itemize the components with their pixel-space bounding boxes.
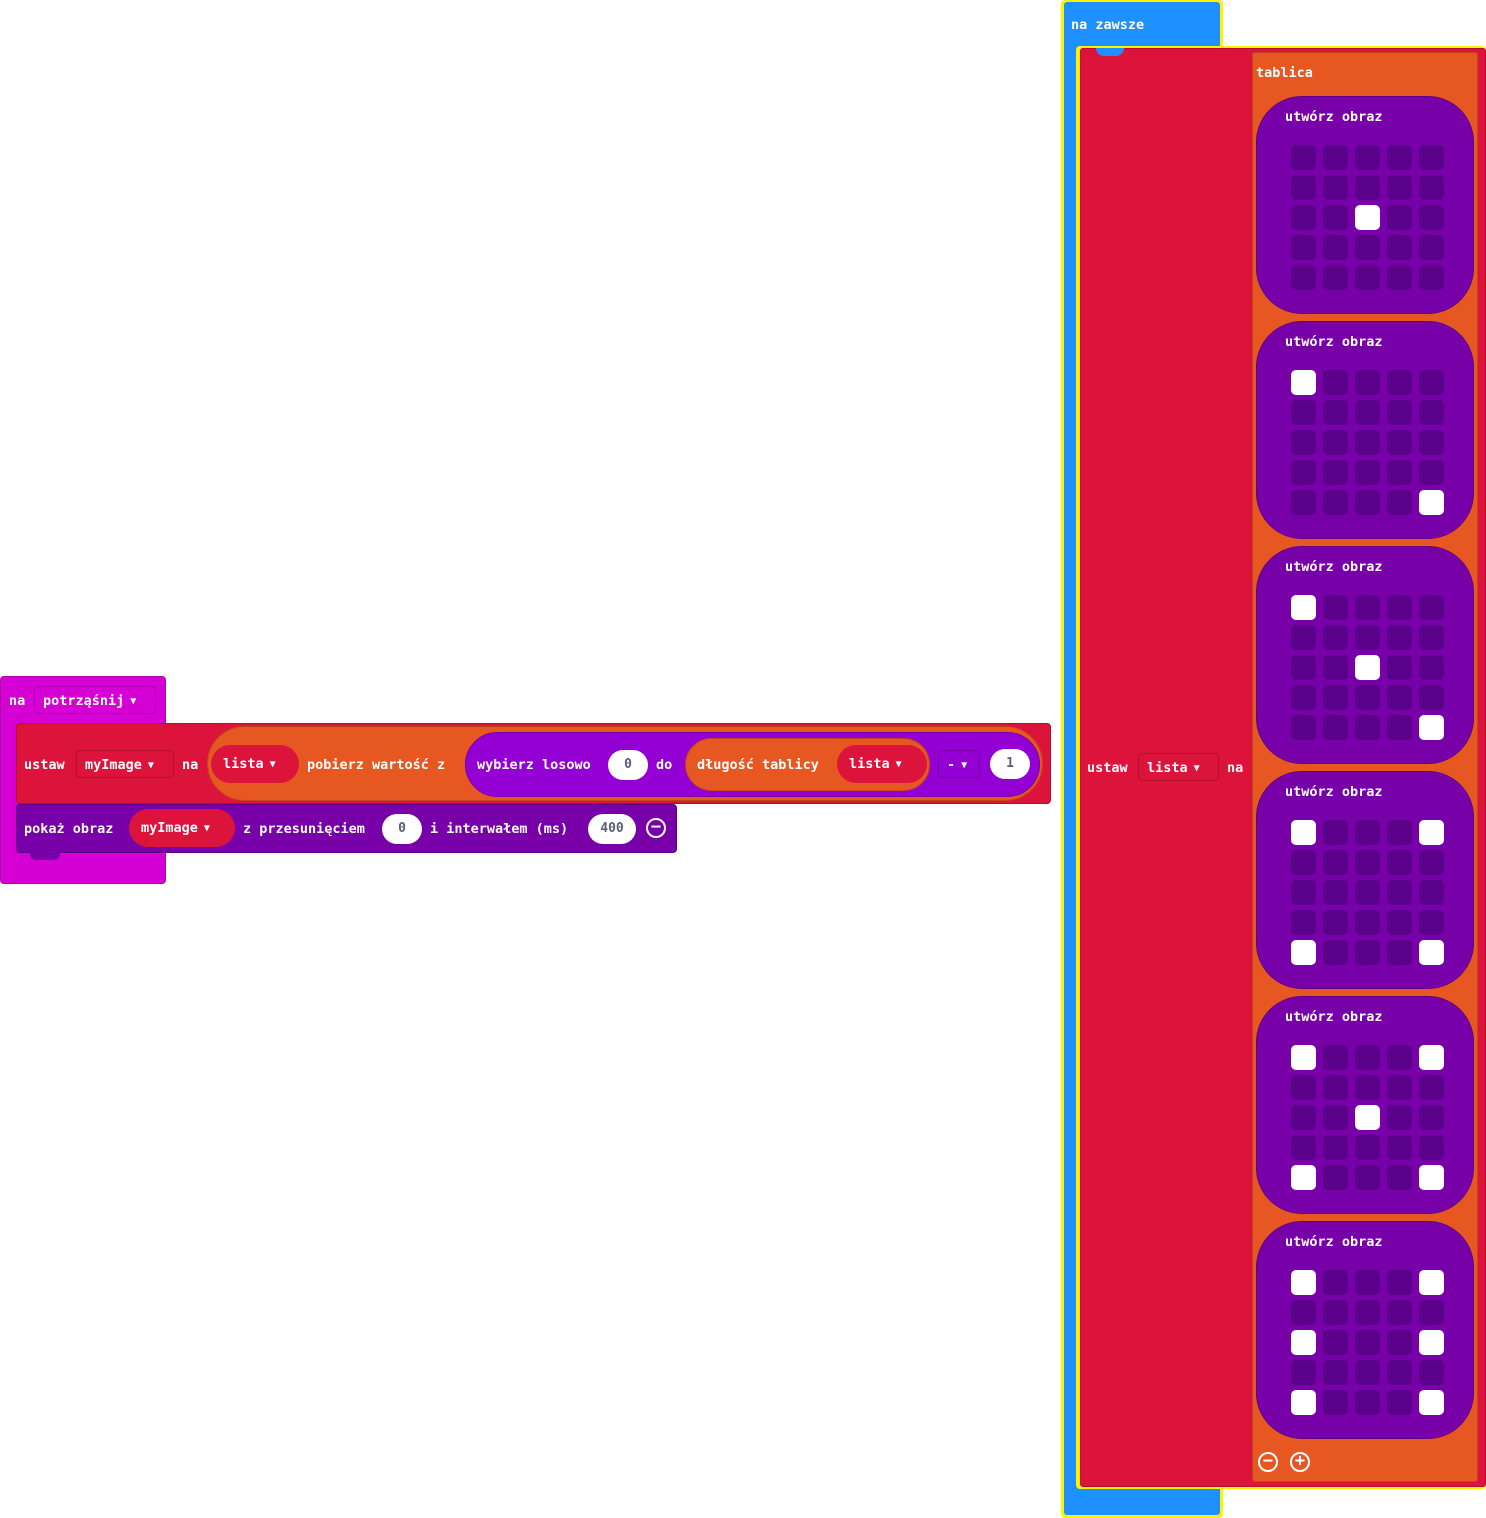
offset-input[interactable]: 0 xyxy=(382,814,422,844)
led-cell[interactable] xyxy=(1291,205,1316,230)
led-cell[interactable] xyxy=(1355,940,1380,965)
on-shake-label: na xyxy=(9,693,26,709)
set-lista-label: ustaw xyxy=(1087,760,1128,776)
led-cell[interactable] xyxy=(1419,715,1444,740)
led-cell[interactable] xyxy=(1323,685,1348,710)
gesture-dropdown[interactable] xyxy=(34,686,156,714)
gesture-value: potrząśnij xyxy=(43,693,125,709)
pick-random-label: wybierz losowo xyxy=(477,757,591,773)
led-cell[interactable] xyxy=(1355,655,1380,680)
led-cell[interactable] xyxy=(1419,1105,1444,1130)
led-cell[interactable] xyxy=(1387,625,1412,650)
led-cell[interactable] xyxy=(1291,1165,1316,1190)
create-image-block[interactable] xyxy=(1256,546,1474,764)
led-cell[interactable] xyxy=(1419,940,1444,965)
led-cell[interactable] xyxy=(1419,910,1444,935)
led-cell[interactable] xyxy=(1419,1330,1444,1355)
to-label: na xyxy=(182,757,199,773)
led-cell[interactable] xyxy=(1323,1075,1348,1100)
led-cell[interactable] xyxy=(1387,1045,1412,1070)
plus-circle-icon[interactable]: + xyxy=(1290,1452,1310,1472)
minus-circle-icon[interactable]: − xyxy=(1258,1452,1278,1472)
led-cell[interactable] xyxy=(1355,910,1380,935)
myimage-reporter-value: myImage xyxy=(141,820,198,836)
led-cell[interactable] xyxy=(1323,1105,1348,1130)
lista-value: lista xyxy=(223,756,264,772)
led-cell[interactable] xyxy=(1387,430,1412,455)
led-cell[interactable] xyxy=(1355,460,1380,485)
led-cell[interactable] xyxy=(1291,1105,1316,1130)
led-cell[interactable] xyxy=(1419,400,1444,425)
led-cell[interactable] xyxy=(1355,685,1380,710)
led-cell[interactable] xyxy=(1419,490,1444,515)
lista-length-value: lista xyxy=(849,756,890,772)
led-cell[interactable] xyxy=(1291,235,1316,260)
led-cell[interactable] xyxy=(1355,820,1380,845)
led-cell[interactable] xyxy=(1419,370,1444,395)
led-cell[interactable] xyxy=(1291,595,1316,620)
led-cell[interactable] xyxy=(1323,145,1348,170)
led-cell[interactable] xyxy=(1387,940,1412,965)
led-cell[interactable] xyxy=(1323,625,1348,650)
create-image-label: utwórz obraz xyxy=(1285,109,1383,125)
led-cell[interactable] xyxy=(1355,145,1380,170)
led-cell[interactable] xyxy=(1291,400,1316,425)
led-cell[interactable] xyxy=(1323,490,1348,515)
create-image-label: utwórz obraz xyxy=(1285,1009,1383,1025)
chevron-down-icon: ▼ xyxy=(130,696,137,707)
led-cell[interactable] xyxy=(1323,1300,1348,1325)
led-cell[interactable] xyxy=(1291,145,1316,170)
led-cell[interactable] xyxy=(1355,715,1380,740)
create-image-label: utwórz obraz xyxy=(1285,334,1383,350)
led-cell[interactable] xyxy=(1355,400,1380,425)
led-cell[interactable] xyxy=(1291,1300,1316,1325)
operator-dropdown[interactable] xyxy=(938,750,980,778)
led-cell[interactable] xyxy=(1355,1360,1380,1385)
led-cell[interactable] xyxy=(1419,145,1444,170)
led-cell[interactable] xyxy=(1419,175,1444,200)
operator-value: - xyxy=(947,757,956,773)
led-cell[interactable] xyxy=(1355,430,1380,455)
led-cell[interactable] xyxy=(1291,910,1316,935)
led-cell[interactable] xyxy=(1291,625,1316,650)
array-label: tablica xyxy=(1256,65,1313,81)
led-cell[interactable] xyxy=(1323,595,1348,620)
led-cell[interactable] xyxy=(1291,820,1316,845)
led-cell[interactable] xyxy=(1355,235,1380,260)
led-cell[interactable] xyxy=(1387,145,1412,170)
led-cell[interactable] xyxy=(1323,1390,1348,1415)
led-cell[interactable] xyxy=(1291,850,1316,875)
led-cell[interactable] xyxy=(1291,1330,1316,1355)
led-cell[interactable] xyxy=(1419,655,1444,680)
led-cell[interactable] xyxy=(1387,595,1412,620)
led-cell[interactable] xyxy=(1291,175,1316,200)
led-cell[interactable] xyxy=(1387,1390,1412,1415)
led-cell[interactable] xyxy=(1387,685,1412,710)
operand-input[interactable]: 1 xyxy=(990,749,1030,779)
led-cell[interactable] xyxy=(1291,265,1316,290)
minus-circle-icon[interactable]: − xyxy=(646,818,666,838)
led-cell[interactable] xyxy=(1387,265,1412,290)
led-cell[interactable] xyxy=(1387,1330,1412,1355)
lista-variable-reporter[interactable] xyxy=(211,745,299,783)
create-image-block[interactable] xyxy=(1256,771,1474,989)
led-cell[interactable] xyxy=(1387,850,1412,875)
led-cell[interactable] xyxy=(1419,820,1444,845)
chevron-down-icon: ▼ xyxy=(147,760,154,771)
set-label: ustaw xyxy=(24,757,65,773)
led-cell[interactable] xyxy=(1355,1270,1380,1295)
chevron-down-icon: ▼ xyxy=(961,760,968,771)
led-cell[interactable] xyxy=(1419,1135,1444,1160)
led-cell[interactable] xyxy=(1323,265,1348,290)
led-cell[interactable] xyxy=(1355,175,1380,200)
led-cell[interactable] xyxy=(1355,1330,1380,1355)
create-image-block[interactable] xyxy=(1256,96,1474,314)
led-cell[interactable] xyxy=(1355,1300,1380,1325)
led-cell[interactable] xyxy=(1419,460,1444,485)
led-cell[interactable] xyxy=(1419,205,1444,230)
led-cell[interactable] xyxy=(1291,1390,1316,1415)
led-cell[interactable] xyxy=(1355,595,1380,620)
create-image-block[interactable] xyxy=(1256,321,1474,539)
forever-label: na zawsze xyxy=(1071,17,1145,33)
led-cell[interactable] xyxy=(1323,235,1348,260)
led-cell[interactable] xyxy=(1387,1360,1412,1385)
led-cell[interactable] xyxy=(1419,1075,1444,1100)
random-from-input[interactable]: 0 xyxy=(608,750,648,780)
create-image-block[interactable] xyxy=(1256,1221,1474,1439)
get-value-label: pobierz wartość z xyxy=(307,757,446,773)
led-cell[interactable] xyxy=(1419,1045,1444,1070)
led-cell[interactable] xyxy=(1323,940,1348,965)
led-cell[interactable] xyxy=(1291,1075,1316,1100)
led-cell[interactable] xyxy=(1355,1075,1380,1100)
led-cell[interactable] xyxy=(1323,1270,1348,1295)
led-cell[interactable] xyxy=(1323,430,1348,455)
led-cell[interactable] xyxy=(1323,1165,1348,1190)
led-cell[interactable] xyxy=(1291,880,1316,905)
led-cell[interactable] xyxy=(1419,1300,1444,1325)
led-cell[interactable] xyxy=(1291,685,1316,710)
led-cell[interactable] xyxy=(1323,1360,1348,1385)
led-cell[interactable] xyxy=(1387,1165,1412,1190)
led-cell[interactable] xyxy=(1387,490,1412,515)
led-cell[interactable] xyxy=(1387,400,1412,425)
led-cell[interactable] xyxy=(1355,880,1380,905)
led-cell[interactable] xyxy=(1355,1390,1380,1415)
create-image-label: utwórz obraz xyxy=(1285,784,1383,800)
led-cell[interactable] xyxy=(1387,1270,1412,1295)
lista-dropdown-value: lista xyxy=(1147,760,1188,776)
led-cell[interactable] xyxy=(1323,400,1348,425)
led-cell[interactable] xyxy=(1355,1045,1380,1070)
led-cell[interactable] xyxy=(1387,1300,1412,1325)
interval-label: i interwałem (ms) xyxy=(430,821,569,837)
led-cell[interactable] xyxy=(1291,715,1316,740)
led-cell[interactable] xyxy=(1355,1165,1380,1190)
led-cell[interactable] xyxy=(1387,205,1412,230)
led-cell[interactable] xyxy=(1323,205,1348,230)
interval-input[interactable]: 400 xyxy=(588,814,636,844)
myimage-reporter[interactable] xyxy=(129,809,235,847)
led-cell[interactable] xyxy=(1387,1105,1412,1130)
led-cell[interactable] xyxy=(1419,625,1444,650)
led-cell[interactable] xyxy=(1291,940,1316,965)
led-cell[interactable] xyxy=(1323,715,1348,740)
led-cell[interactable] xyxy=(1419,1390,1444,1415)
led-cell[interactable] xyxy=(1419,595,1444,620)
block-notch xyxy=(1096,48,1124,56)
led-cell[interactable] xyxy=(1291,490,1316,515)
led-cell[interactable] xyxy=(1387,1135,1412,1160)
led-cell[interactable] xyxy=(1291,1270,1316,1295)
led-cell[interactable] xyxy=(1323,655,1348,680)
led-cell[interactable] xyxy=(1387,910,1412,935)
led-cell[interactable] xyxy=(1387,175,1412,200)
led-cell[interactable] xyxy=(1355,625,1380,650)
set-lista-to-label: na xyxy=(1227,760,1244,776)
led-cell[interactable] xyxy=(1323,1045,1348,1070)
myimage-variable-dropdown[interactable] xyxy=(76,750,174,778)
led-cell[interactable] xyxy=(1355,1105,1380,1130)
led-cell[interactable] xyxy=(1419,235,1444,260)
led-cell[interactable] xyxy=(1355,1135,1380,1160)
led-cell[interactable] xyxy=(1387,1075,1412,1100)
led-cell[interactable] xyxy=(1419,1270,1444,1295)
chevron-down-icon: ▼ xyxy=(269,759,276,770)
led-cell[interactable] xyxy=(1355,205,1380,230)
chevron-down-icon: ▼ xyxy=(1193,763,1200,774)
lista-length-reporter[interactable] xyxy=(837,745,927,783)
chevron-down-icon: ▼ xyxy=(203,823,210,834)
myimage-value: myImage xyxy=(85,757,142,773)
led-cell[interactable] xyxy=(1419,265,1444,290)
led-cell[interactable] xyxy=(1323,910,1348,935)
led-cell[interactable] xyxy=(1355,370,1380,395)
block-notch xyxy=(30,852,60,860)
led-cell[interactable] xyxy=(1323,175,1348,200)
led-cell[interactable] xyxy=(1419,1360,1444,1385)
led-cell[interactable] xyxy=(1355,490,1380,515)
led-cell[interactable] xyxy=(1419,685,1444,710)
led-cell[interactable] xyxy=(1291,430,1316,455)
led-cell[interactable] xyxy=(1291,1360,1316,1385)
led-cell[interactable] xyxy=(1323,1330,1348,1355)
led-cell[interactable] xyxy=(1323,850,1348,875)
led-cell[interactable] xyxy=(1323,820,1348,845)
led-cell[interactable] xyxy=(1323,370,1348,395)
led-cell[interactable] xyxy=(1387,715,1412,740)
led-cell[interactable] xyxy=(1387,655,1412,680)
to-do-label: do xyxy=(656,757,673,773)
led-cell[interactable] xyxy=(1419,1165,1444,1190)
array-length-label: długość tablicy xyxy=(697,757,819,773)
led-cell[interactable] xyxy=(1291,370,1316,395)
led-cell[interactable] xyxy=(1323,880,1348,905)
chevron-down-icon: ▼ xyxy=(895,759,902,770)
lista-dropdown[interactable] xyxy=(1138,753,1219,781)
led-cell[interactable] xyxy=(1387,370,1412,395)
led-cell[interactable] xyxy=(1291,1135,1316,1160)
led-cell[interactable] xyxy=(1355,265,1380,290)
create-image-label: utwórz obraz xyxy=(1285,559,1383,575)
led-cell[interactable] xyxy=(1291,1045,1316,1070)
led-cell[interactable] xyxy=(1291,460,1316,485)
led-cell[interactable] xyxy=(1419,850,1444,875)
create-image-label: utwórz obraz xyxy=(1285,1234,1383,1250)
led-cell[interactable] xyxy=(1419,430,1444,455)
led-cell[interactable] xyxy=(1323,460,1348,485)
offset-label: z przesunięciem xyxy=(243,821,365,837)
led-cell[interactable] xyxy=(1291,655,1316,680)
led-cell[interactable] xyxy=(1387,235,1412,260)
led-cell[interactable] xyxy=(1323,1135,1348,1160)
led-cell[interactable] xyxy=(1387,820,1412,845)
led-cell[interactable] xyxy=(1387,460,1412,485)
led-cell[interactable] xyxy=(1355,850,1380,875)
show-image-label: pokaż obraz xyxy=(24,821,114,837)
led-cell[interactable] xyxy=(1419,880,1444,905)
led-cell[interactable] xyxy=(1387,880,1412,905)
create-image-block[interactable] xyxy=(1256,996,1474,1214)
